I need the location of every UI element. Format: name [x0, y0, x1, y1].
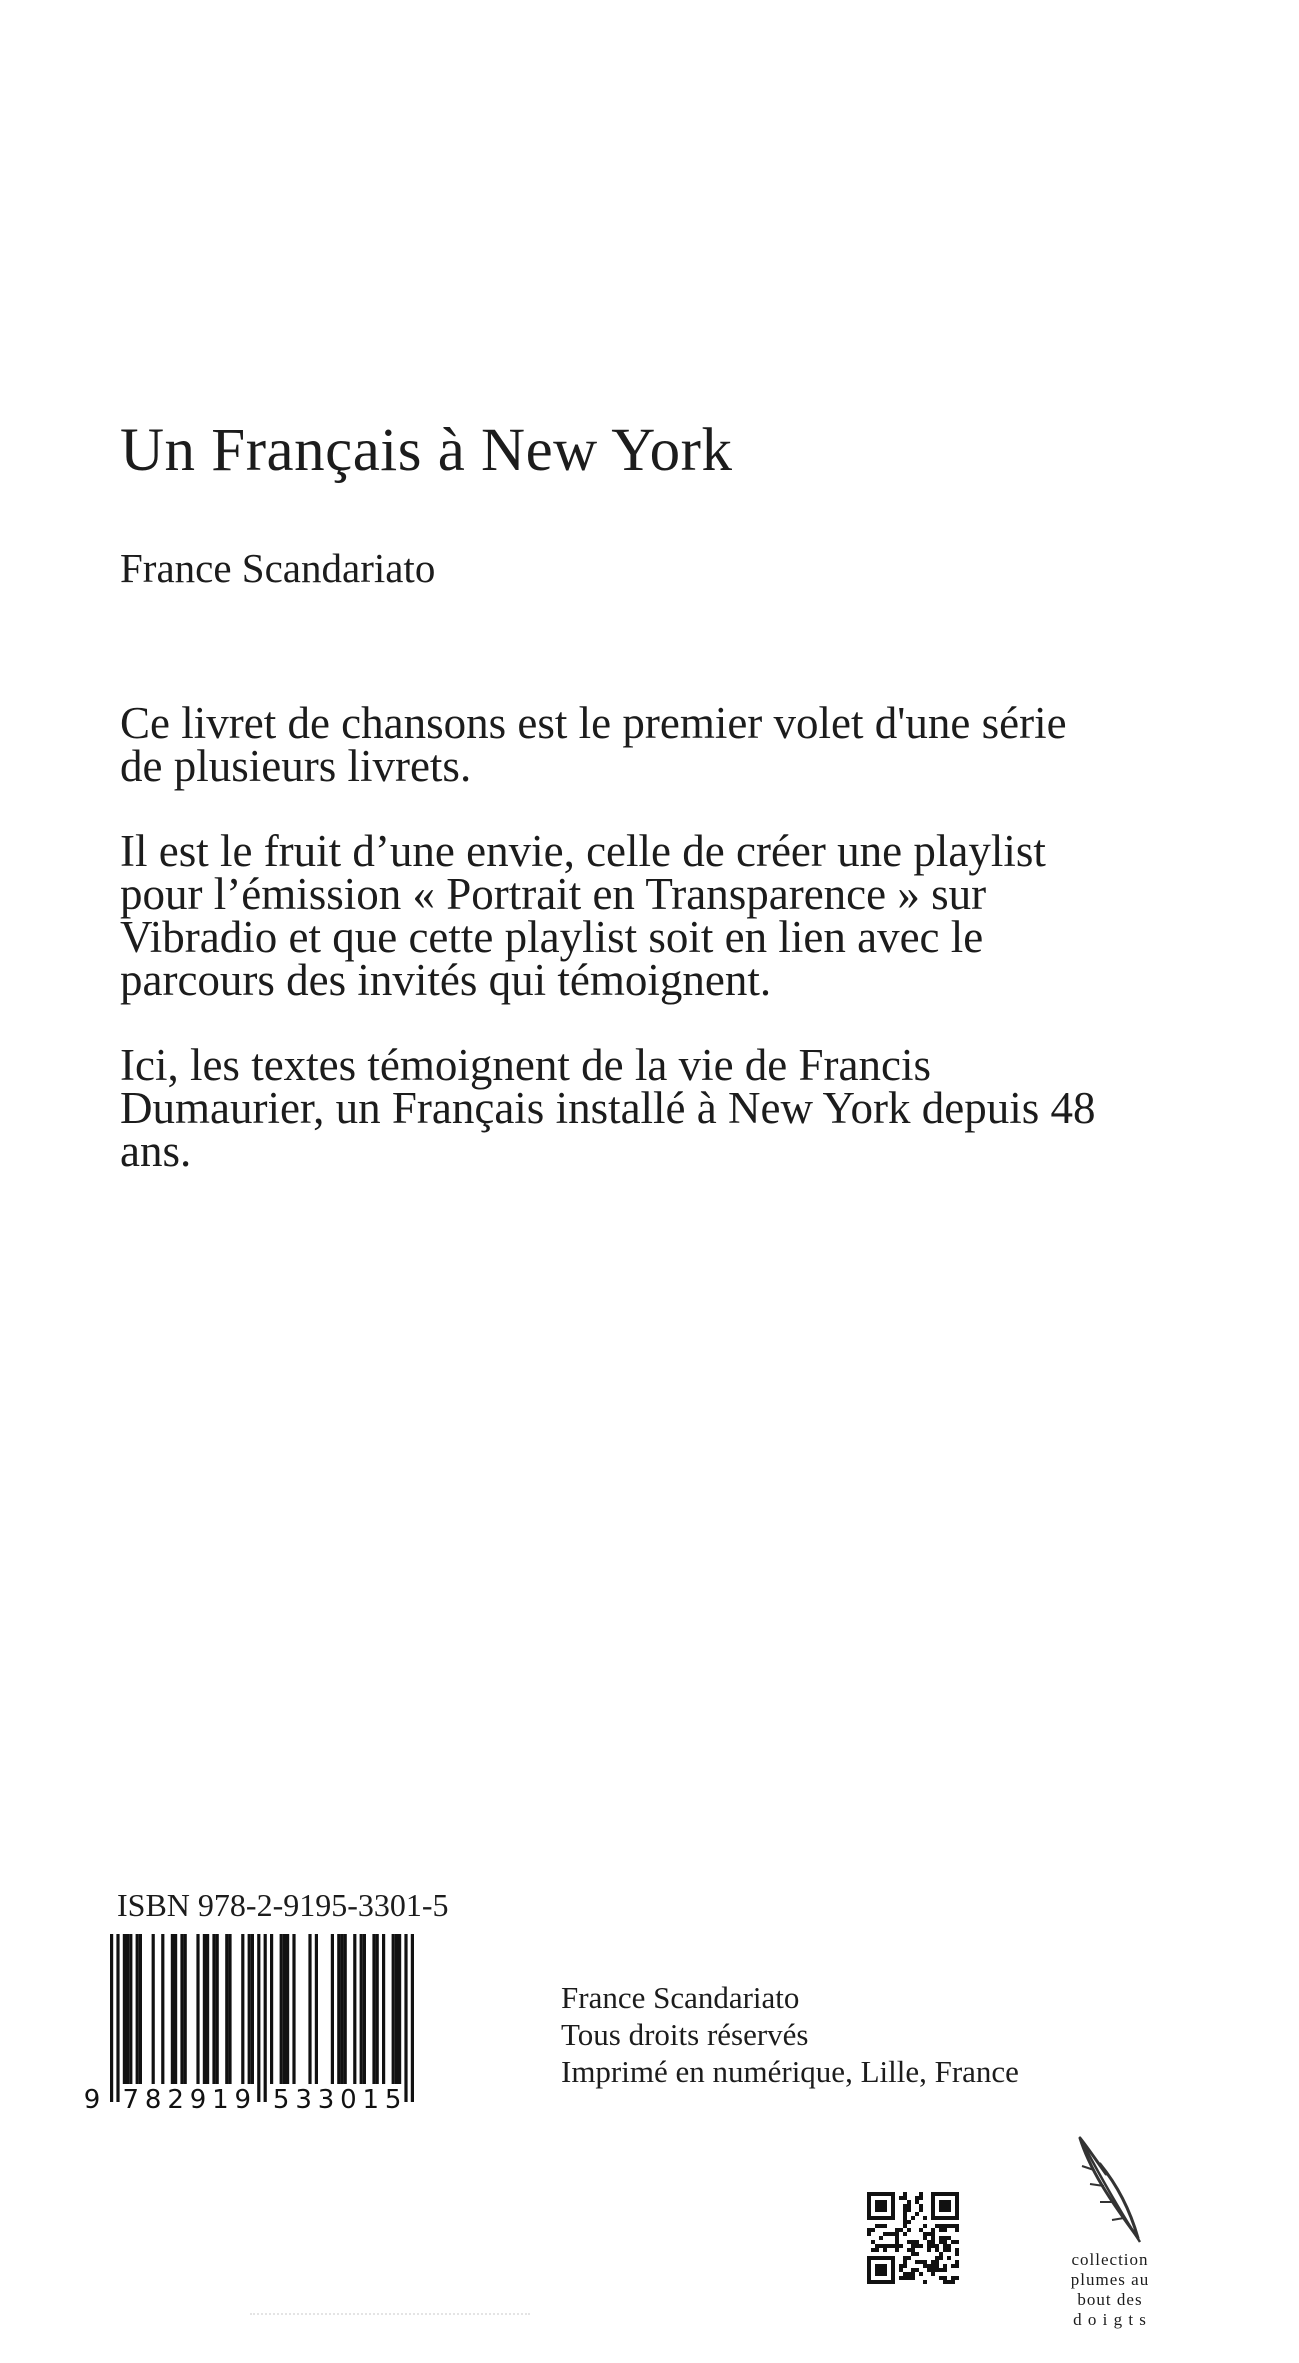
logo-text-line: bout des	[1077, 2290, 1143, 2309]
logo-text-line: plumes au	[1070, 2270, 1150, 2289]
barcode-bar	[206, 1934, 209, 2084]
barcode-digit: 1	[362, 2085, 380, 2115]
barcode-bar	[363, 1934, 366, 2084]
barcode-bar	[411, 1934, 414, 2102]
copyright-credits	[561, 1979, 1019, 2090]
publisher-logo-text	[1055, 2250, 1165, 2330]
barcode-digit: 3	[317, 2085, 335, 2115]
barcode-bar	[264, 1934, 267, 2102]
barcode-digit: 2	[167, 2085, 184, 2115]
back-cover-blurb	[120, 698, 1120, 1215]
barcode-bar	[270, 1934, 273, 2084]
barcode-bar	[228, 1934, 231, 2084]
barcode-bar	[116, 1934, 119, 2102]
barcode-digit: 1	[212, 2085, 229, 2115]
barcode-bar	[283, 1934, 286, 2084]
barcode-bar	[308, 1934, 311, 2084]
blurb-paragraph: Ce livret de chansons est le premier volet d'une série de plusieurs livrets.	[120, 698, 1067, 791]
barcode-bar	[174, 1934, 177, 2084]
barcode-bar	[337, 1934, 340, 2084]
barcode-bar	[251, 1934, 254, 2084]
blurb-paragraph: Ici, les textes témoignent de la vie de Francis Dumaurier, un Français installé à New York depuis 48 ans.	[120, 1040, 1096, 1176]
barcode-bar	[139, 1934, 142, 2084]
barcode-bar	[372, 1934, 375, 2084]
barcode-bar	[382, 1934, 385, 2084]
barcode-bar	[286, 1934, 289, 2084]
book-author: France Scandariato	[120, 545, 436, 591]
barcode-digit: 9	[83, 2085, 101, 2115]
barcode-bar	[126, 1934, 129, 2084]
barcode-bar	[171, 1934, 174, 2084]
barcode-digit: 9	[234, 2085, 252, 2115]
barcode-bar	[248, 1934, 251, 2084]
barcode-bar	[123, 1934, 126, 2084]
barcode-bar	[129, 1934, 132, 2084]
barcode-bar	[110, 1934, 113, 2102]
barcode-digit: 3	[295, 2085, 312, 2115]
barcode-bar	[280, 1934, 283, 2084]
barcode-bar	[257, 1934, 260, 2102]
logo-text-line: d o i g t s	[1073, 2310, 1147, 2329]
blurb-paragraph: Il est le fruit d’une envie, celle de créer une playlist pour l’émission « Portrait en Transparence » sur Vibradio et que cette playlist soit en lien avec le parcours des invités qui témoignent.	[120, 826, 1046, 1005]
barcode-bar	[376, 1934, 379, 2084]
barcode-bar	[360, 1934, 363, 2084]
barcode-bar	[152, 1934, 155, 2084]
credits-line: France Scandariato	[561, 1980, 800, 2015]
isbn-barcode	[80, 1928, 510, 2128]
barcode-bar	[203, 1934, 206, 2084]
barcode-digit: 0	[340, 2085, 357, 2115]
barcode-digit: 5	[384, 2085, 402, 2115]
barcode-bar	[331, 1934, 334, 2084]
credits-line: Imprimé en numérique, Lille, France	[561, 2054, 1019, 2089]
faint-divider	[250, 2313, 530, 2317]
barcode-bar	[340, 1934, 343, 2084]
barcode-bar	[196, 1934, 199, 2084]
barcode-bar	[404, 1934, 407, 2102]
barcode-bar	[216, 1934, 219, 2084]
barcode-bar	[392, 1934, 395, 2084]
qr-code-icon	[867, 2192, 959, 2284]
barcode-bar	[180, 1934, 183, 2084]
barcode-bar	[315, 1934, 318, 2084]
barcode-bar	[241, 1934, 244, 2084]
barcode-bar	[212, 1934, 215, 2084]
barcode-bar	[292, 1934, 295, 2084]
barcode-bar	[225, 1934, 228, 2084]
book-title: Un Français à New York	[120, 417, 733, 484]
barcode-bar	[184, 1934, 187, 2084]
barcode-digit: 8	[144, 2085, 162, 2115]
credits-line: Tous droits réservés	[561, 2017, 809, 2052]
barcode-bar	[344, 1934, 347, 2084]
barcode-bar	[136, 1934, 139, 2084]
barcode-digit: 7	[122, 2085, 140, 2115]
isbn-label: ISBN 978-2-9195-3301-5	[117, 1887, 449, 1923]
barcode-bar	[353, 1934, 356, 2084]
barcode-bar	[398, 1934, 401, 2084]
barcode-digit: 5	[272, 2085, 290, 2115]
barcode-bar	[395, 1934, 398, 2084]
barcode-bar	[161, 1934, 164, 2084]
logo-text-line: collection	[1071, 2250, 1149, 2269]
barcode-icon	[80, 1928, 510, 2128]
barcode-digit: 9	[189, 2085, 207, 2115]
